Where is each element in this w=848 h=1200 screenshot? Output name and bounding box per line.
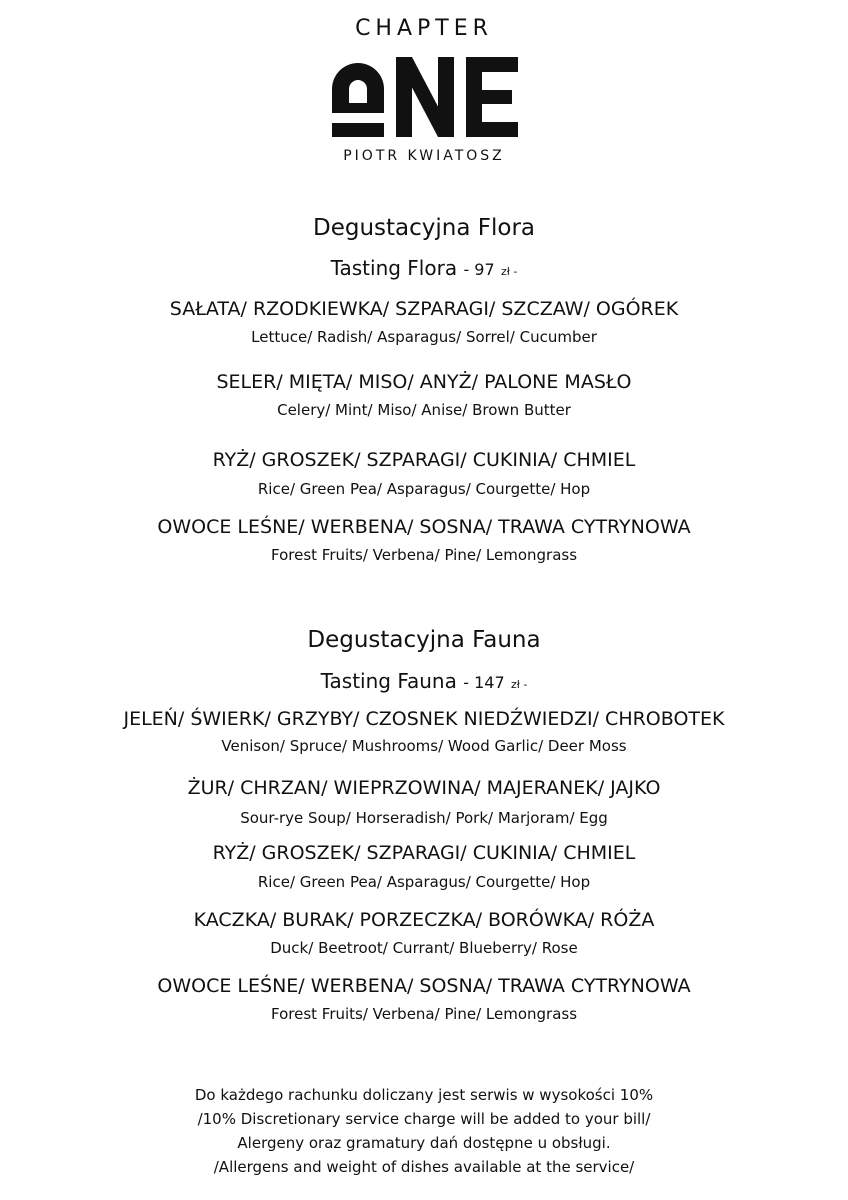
footer-allergens-pl: Alergeny oraz gramatury dań dostępne u obsługi.: [237, 1134, 611, 1152]
flora-course-2-pl: SELER/ MIĘTA/ MISO/ ANYŻ/ PALONE MASŁO: [216, 371, 632, 393]
flora-price: - 97: [463, 260, 495, 279]
flora-currency: zł -: [501, 265, 518, 278]
logo-one-mark: [332, 57, 518, 137]
fauna-course-1-pl: JELEŃ/ ŚWIERK/ GRZYBY/ CZOSNEK NIEDŹWIEDZI/ CHROBOTEK: [123, 708, 725, 730]
fauna-subtitle: Tasting Fauna: [320, 669, 457, 693]
footer-service-pl: Do każdego rachunku doliczany jest serwis w wysokości 10%: [194, 1086, 654, 1104]
footer-service-en: /10% Discretionary service charge will be added to your bill/: [197, 1110, 651, 1128]
fauna-course-5-pl: OWOCE LEŚNE/ WERBENA/ SOSNA/ TRAWA CYTRYNOWA: [157, 975, 691, 997]
flora-title: Degustacyjna Flora: [312, 215, 535, 241]
fauna-course-4-en: Duck/ Beetroot/ Currant/ Blueberry/ Rose: [270, 939, 578, 957]
fauna-subtitle-line: [0, 669, 848, 693]
flora-course-4-pl: OWOCE LEŚNE/ WERBENA/ SOSNA/ TRAWA CYTRYNOWA: [157, 516, 691, 538]
flora-course-3-en: Rice/ Green Pea/ Asparagus/ Courgette/ Hop: [257, 480, 591, 498]
fauna-course-3-pl: RYŻ/ GROSZEK/ SZPARAGI/ CUKINIA/ CHMIEL: [212, 842, 636, 864]
flora-course-2-en: Celery/ Mint/ Miso/ Anise/ Brown Butter: [277, 401, 571, 419]
flora-course-3-pl: RYŻ/ GROSZEK/ SZPARAGI/ CUKINIA/ CHMIEL: [212, 449, 636, 471]
fauna-currency: zł -: [511, 678, 528, 691]
logo-chapter-text: CHAPTER: [355, 16, 493, 41]
fauna-course-4-pl: KACZKA/ BURAK/ PORZECZKA/ BORÓWKA/ RÓŻA: [193, 909, 655, 931]
fauna-price: - 147: [463, 673, 505, 692]
fauna-course-3-en: Rice/ Green Pea/ Asparagus/ Courgette/ Hop: [257, 873, 591, 891]
logo-chef-name: PIOTR KWIATOSZ: [343, 148, 505, 164]
fauna-course-2-en: Sour-rye Soup/ Horseradish/ Pork/ Marjoram/ Egg: [240, 809, 608, 827]
flora-course-4-en: Forest Fruits/ Verbena/ Pine/ Lemongrass: [270, 546, 578, 564]
footer-allergens-en: /Allergens and weight of dishes available at the service/: [213, 1158, 635, 1176]
flora-course-1-pl: SAŁATA/ RZODKIEWKA/ SZPARAGI/ SZCZAW/ OGÓREK: [169, 298, 679, 320]
fauna-course-1-en: Venison/ Spruce/ Mushrooms/ Wood Garlic/ Deer Moss: [221, 737, 627, 755]
flora-subtitle-line: [0, 256, 848, 280]
fauna-title: Degustacyjna Fauna: [307, 627, 541, 653]
fauna-course-5-en: Forest Fruits/ Verbena/ Pine/ Lemongrass: [270, 1005, 578, 1023]
flora-subtitle: Tasting Flora: [330, 256, 458, 280]
fauna-course-2-pl: ŻUR/ CHRZAN/ WIEPRZOWINA/ MAJERANEK/ JAJKO: [187, 777, 661, 799]
flora-course-1-en: Lettuce/ Radish/ Asparagus/ Sorrel/ Cucumber: [251, 328, 597, 346]
